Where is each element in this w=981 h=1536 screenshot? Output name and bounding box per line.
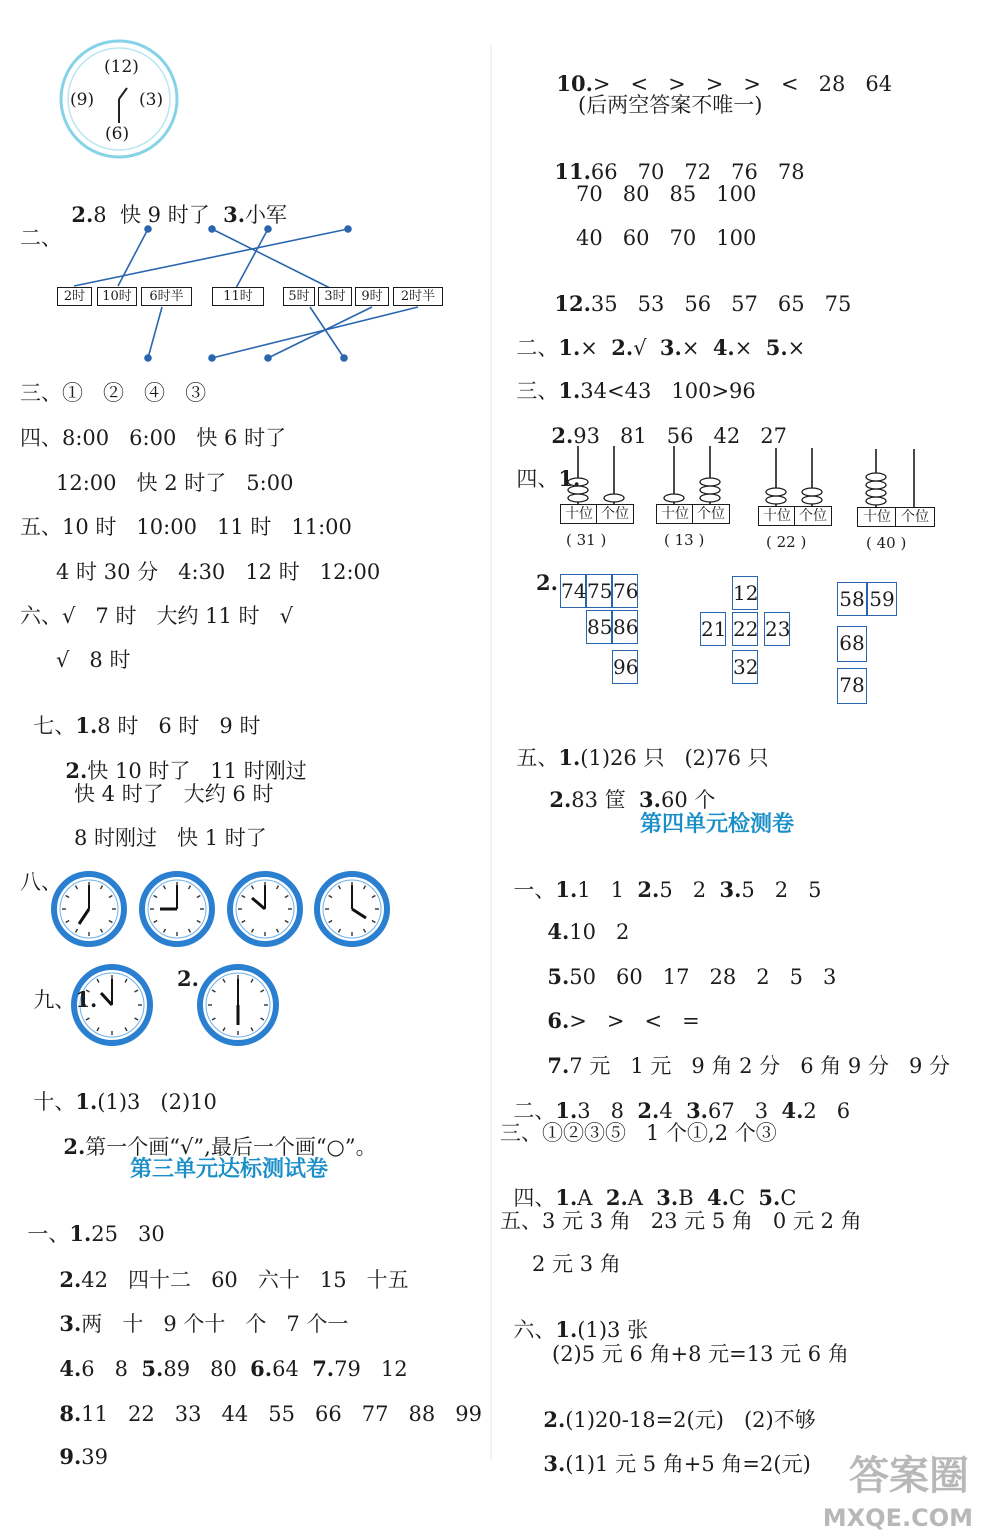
grid-cell: 96 — [612, 650, 638, 684]
answer-line: 2.快 10 时了 11 时刚过 — [65, 758, 307, 783]
answer-line: 六、√ 7 时 大约 11 时 √ — [20, 604, 293, 628]
answer-line: 8.11 22 33 44 55 66 77 88 99 — [59, 1401, 482, 1426]
answer-line: 40 60 70 100 — [576, 226, 757, 250]
unit-heading: 第三单元达标测试卷 — [130, 1156, 329, 1182]
time-box: 2时 — [57, 287, 92, 306]
answer-line: 4.10 2 — [547, 919, 630, 944]
clock-number-3: (3) — [139, 90, 164, 110]
time-box: 2时半 — [393, 287, 443, 306]
grid-cell: 21 — [700, 612, 726, 646]
abacus-value: ( 13 ) — [664, 531, 705, 549]
time-box: 9时 — [355, 287, 389, 306]
answer-line: 二、1.× 2.√ 3.× 4.× 5.× — [516, 335, 806, 360]
answer-line: 2.(1)20-18=2(元) (2)不够 — [543, 1407, 816, 1432]
grid-cell: 22 — [732, 612, 758, 646]
time-box: 3时 — [318, 287, 352, 306]
answer-line: 11.66 70 72 76 78 — [554, 159, 805, 184]
clock-number-9: (9) — [70, 90, 95, 110]
answer-line: 3.(1)1 元 5 角+5 角=2(元) — [543, 1451, 811, 1476]
answer-line: 2.8 快 9 时了 3.小军 — [71, 202, 288, 227]
answer-line: 8 时刚过 快 1 时了 — [74, 826, 267, 850]
answer-line: (2)5 元 6 角+8 元=13 元 6 角 — [552, 1342, 849, 1366]
answer-line: 三、①②③⑤ 1 个①,2 个③ — [500, 1121, 777, 1145]
abacus-bead — [866, 481, 886, 489]
answer-line: 9.39 — [59, 1444, 109, 1469]
answer-line: 五、1.(1)26 只 (2)76 只 — [516, 745, 769, 770]
answer-line: 4.6 8 5.89 80 6.64 7.79 12 — [59, 1356, 408, 1381]
answer-line: 5.50 60 17 28 2 5 3 — [547, 964, 837, 989]
grid-cell: 32 — [732, 650, 758, 684]
time-box: 11时 — [212, 287, 264, 306]
answer-line: 12.35 53 56 57 65 75 — [554, 291, 852, 316]
abacus-bead — [766, 496, 786, 504]
abacus-bead — [700, 478, 720, 486]
grid-cell: 78 — [837, 668, 867, 704]
answer-line: 一、1.1 1 2.5 2 3.5 2 5 — [513, 877, 822, 902]
abacus-ones-label: 个位 — [596, 504, 634, 524]
grid-cell: 58 — [837, 582, 867, 616]
grid-cell: 23 — [764, 612, 790, 646]
abacus-bead — [700, 494, 720, 502]
abacus-bead — [802, 488, 822, 496]
watermark-logo: 答案圈 — [849, 1453, 969, 1499]
clock-number-6: (6) — [105, 124, 130, 144]
grid-cell: 74 — [560, 574, 586, 608]
answer-line: 12:00 快 2 时了 5:00 — [56, 471, 294, 495]
grid-cell: 76 — [612, 574, 638, 608]
answer-line: 2.42 四十二 60 六十 15 十五 — [59, 1267, 409, 1292]
time-box: 6时半 — [141, 287, 192, 306]
answer-line: 一、1.25 30 — [27, 1221, 165, 1246]
abacus-bead — [866, 489, 886, 497]
grid-cell: 59 — [867, 582, 897, 616]
answer-line: √ 8 时 — [56, 648, 131, 672]
answer-line: 四、1.A 2.A 3.B 4.C 5.C — [513, 1185, 797, 1210]
abacus-value: ( 31 ) — [566, 531, 607, 549]
answer-line: 七、1.8 时 6 时 9 时 — [33, 713, 261, 738]
abacus-value: ( 40 ) — [866, 534, 907, 552]
abacus-ones-label: 个位 — [895, 507, 935, 527]
abacus-ones-label: 个位 — [692, 504, 730, 524]
answer-line: 2 元 3 角 — [532, 1252, 621, 1276]
answer-line: 九、1. — [33, 987, 98, 1012]
abacus-bead — [866, 473, 886, 481]
answer-line: 2.第一个画“√”,最后一个画“○”。 — [63, 1134, 377, 1159]
grid-cell: 68 — [837, 626, 867, 662]
question-number: 2. — [536, 570, 558, 595]
abacus-value: ( 22 ) — [766, 533, 807, 551]
answer-line: 三、1.34<43 100>96 — [516, 378, 756, 403]
answer-line: 70 80 85 100 — [576, 182, 757, 206]
abacus-bead — [866, 497, 886, 505]
unit-heading: 第四单元检测卷 — [640, 811, 795, 837]
grid-cell: 12 — [732, 576, 758, 610]
abacus-tens-label: 十位 — [656, 504, 694, 524]
answer-line: 4 时 30 分 4:30 12 时 12:00 — [56, 560, 381, 584]
abacus-layer — [568, 446, 914, 507]
answer-line: 四、8:00 6:00 快 6 时了 — [20, 426, 287, 450]
clock-number-12: (12) — [104, 57, 139, 77]
grid-cell: 86 — [612, 610, 638, 644]
answer-line: 四、1. — [516, 466, 581, 491]
time-box: 5时 — [283, 287, 315, 306]
answer-line: 快 4 时了 大约 6 时 — [74, 782, 274, 806]
abacus-bead — [604, 494, 624, 502]
watermark-url: MXQE.COM — [822, 1504, 973, 1532]
abacus-ones-label: 个位 — [794, 506, 832, 526]
abacus-bead — [568, 494, 588, 502]
answer-line: 十、1.(1)3 (2)10 — [33, 1089, 217, 1114]
section-label: 八、 — [20, 870, 62, 894]
abacus-tens-label: 十位 — [857, 507, 897, 527]
answer-line: 五、3 元 3 角 23 元 5 角 0 元 2 角 — [500, 1209, 862, 1233]
answer-line: 10.> < > > > < 28 64 — [556, 71, 893, 96]
answer-line: 3.两 十 9 个十 个 7 个一 — [59, 1311, 349, 1336]
abacus-bead — [802, 496, 822, 504]
abacus-bead — [700, 486, 720, 494]
answer-line: 2.83 筐 3.60 个 — [549, 787, 716, 812]
grid-cell: 85 — [586, 610, 612, 644]
answer-line: 六、1.(1)3 张 — [513, 1317, 649, 1342]
answer-line: 6.> > < = — [547, 1008, 700, 1033]
answer-line: 三、① ② ④ ③ — [20, 381, 207, 405]
time-box: 10时 — [97, 287, 137, 306]
question-number: 2. — [177, 966, 199, 991]
abacus-tens-label: 十位 — [758, 506, 796, 526]
answer-note: (后两空答案不唯一) — [578, 93, 763, 117]
answer-line: 二、1.3 8 2.4 3.67 3 4.2 6 — [513, 1098, 851, 1123]
section-label: 二、 — [20, 226, 62, 250]
answer-line: 7.7 元 1 元 9 角 2 分 6 角 9 分 9 分 — [547, 1053, 951, 1078]
grid-cell: 75 — [586, 574, 612, 608]
abacus-tens-label: 十位 — [560, 504, 598, 524]
answer-line: 五、10 时 10:00 11 时 11:00 — [20, 515, 352, 539]
abacus-bead — [664, 494, 684, 502]
abacus-bead — [766, 488, 786, 496]
answer-line: 2.93 81 56 42 27 — [551, 423, 788, 448]
